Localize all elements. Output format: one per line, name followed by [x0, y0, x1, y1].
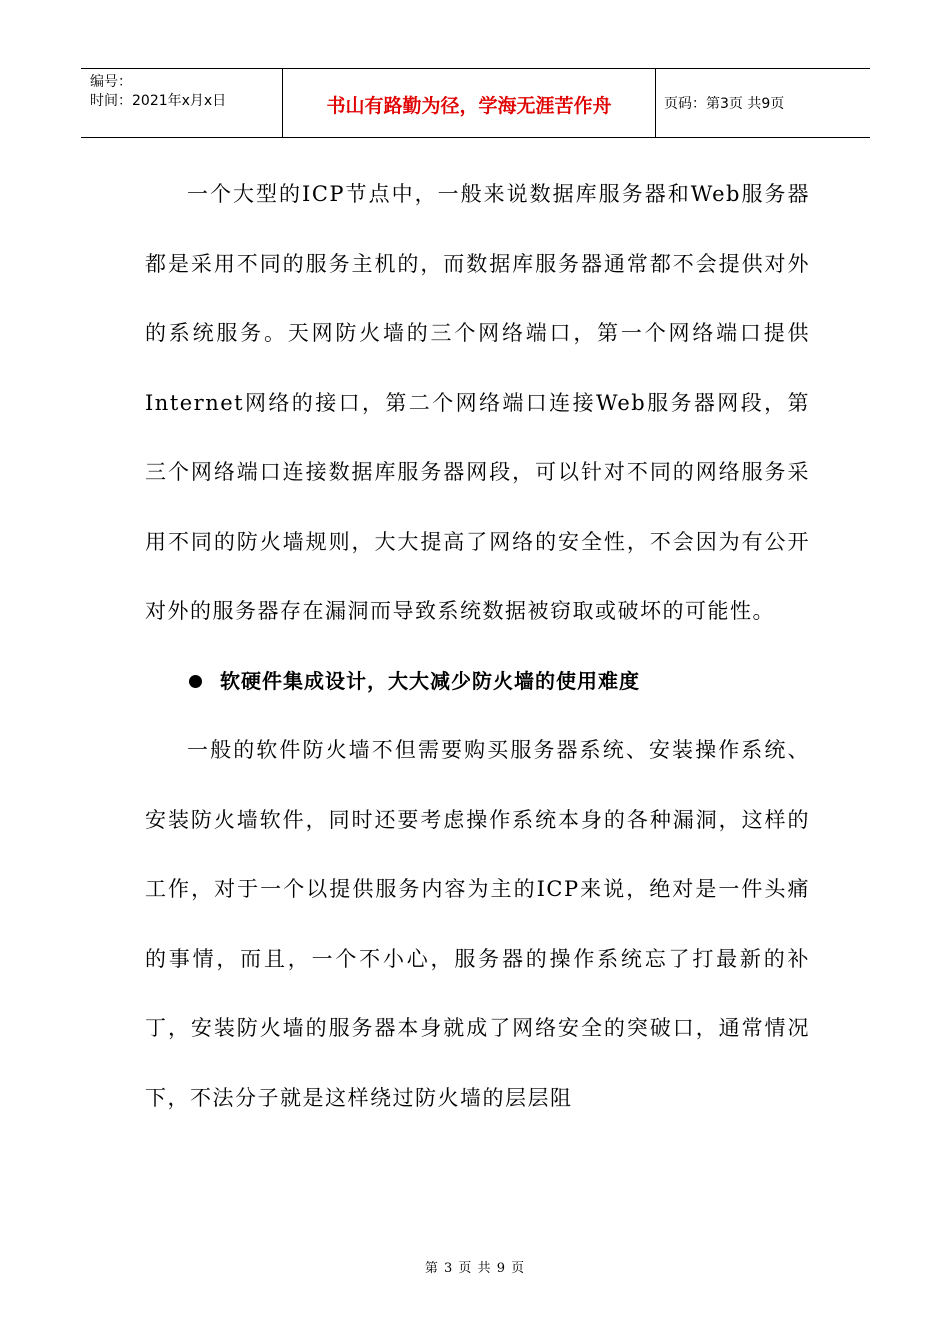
- body-paragraph-2: 一般的软件防火墙不但需要购买服务器系统、安装操作系统、安装防火墙软件，同时还要考虑操作系统本身的各种漏洞，这样的工作，对于一个以提供服务内容为主的ICP来说，绝对是一件头痛的事情，而且，一个不小心，服务器的操作系统忘了打最新的补丁，安装防火墙的服务器本身就成了网络安全的突破口，通常情况下，不法分子就是这样绕过防火墙的层层阻: [145, 738, 810, 1110]
- body-paragraph-1: 一个大型的ICP节点中，一般来说数据库服务器和Web服务器都是采用不同的服务主机的，而数据库服务器通常都不会提供对外的系统服务。天网防火墙的三个网络端口，第一个网络端口提供Internet网络的接口，第二个网络端口连接Web服务器网段，第三个网络端口连接数据库服务器网段，可以针对不同的网络服务采用不同的防火墙规则，大大提高了网络的安全性，不会因为有公开对外的服务器存在漏洞而导致系统数据被窃取或破坏的可能性。: [145, 182, 810, 623]
- header-page-info: 页码：第3页 共9页: [664, 96, 785, 112]
- document-body: [145, 160, 810, 1133]
- bullet-heading: [145, 647, 810, 717]
- header-motto: 书山有路勤为径，学海无涯苦作舟: [283, 69, 656, 137]
- bullet-heading-text: 软硬件集成设计，大大减少防火墙的使用难度: [220, 668, 640, 693]
- bullet-dot-icon: [189, 675, 202, 688]
- document-number-label: 编号：: [90, 74, 132, 90]
- page-header: [81, 68, 870, 138]
- document-date-label: 时间：2021年x月x日: [90, 93, 227, 109]
- header-meta-cell: [81, 69, 283, 137]
- page-footer: 第 3 页 共 9 页: [424, 1261, 526, 1276]
